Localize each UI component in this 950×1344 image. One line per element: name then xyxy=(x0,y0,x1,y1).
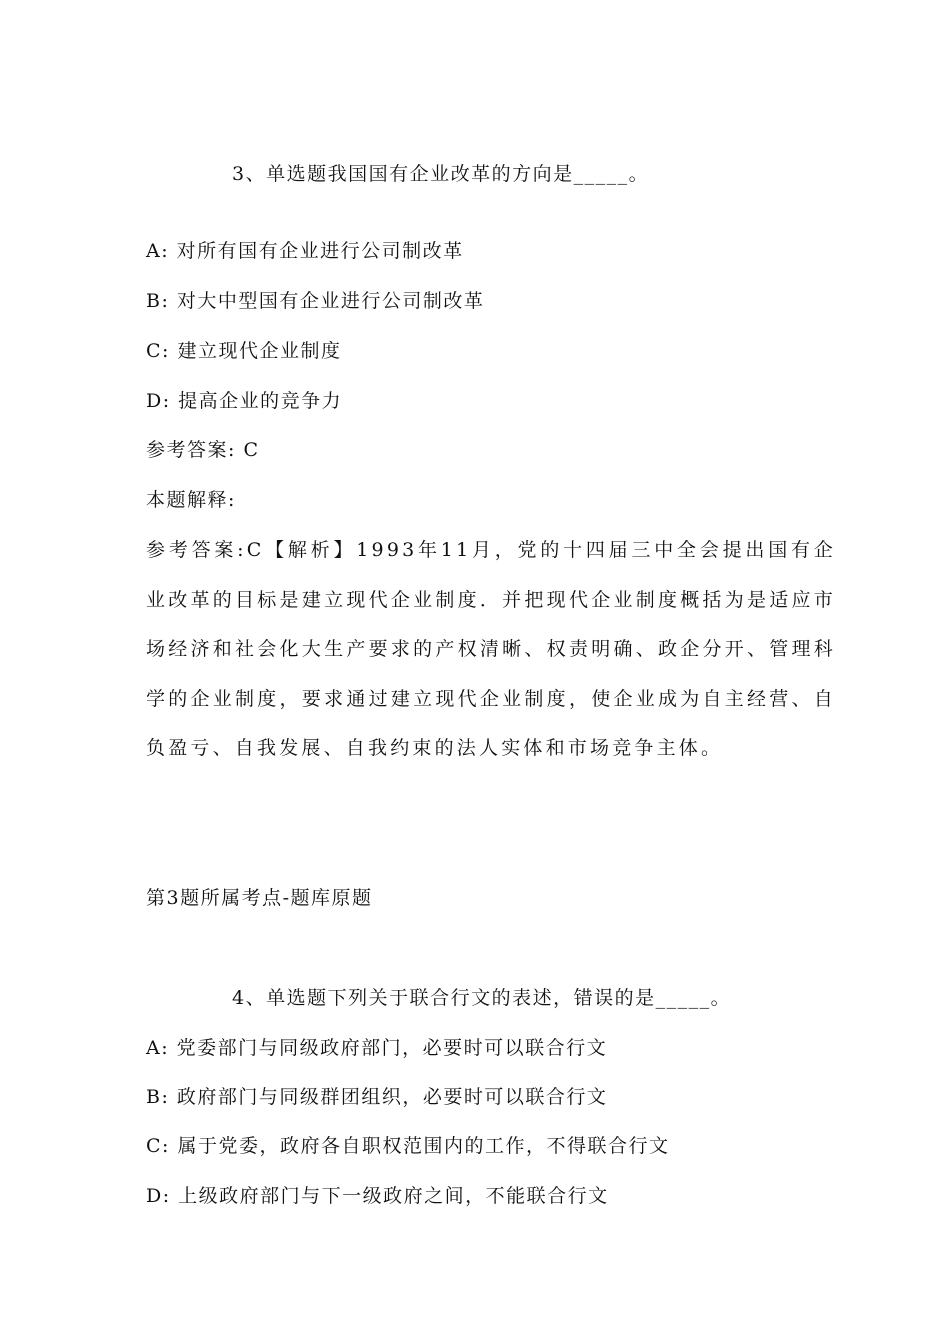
question-3-option-a: A: 对所有国有企业进行公司制改革 xyxy=(146,240,464,262)
question-3-option-c: C: 建立现代企业制度 xyxy=(146,340,342,362)
question-3-answer: 参考答案: C xyxy=(146,439,260,461)
question-3-category: 第3题所属考点-题库原题 xyxy=(146,887,373,909)
question-4-option-b: B: 政府部门与同级群团组织，必要时可以联合行文 xyxy=(146,1086,608,1108)
question-3-explanation-label: 本题解释: xyxy=(146,489,236,511)
question-3-explanation: 参考答案:C【解析】1993年11月，党的十四届三中全会提出国有企业改革的目标是建立现代企业制度．并把现代企业制度概括为是适应市场经济和社会化大生产要求的产权清晰、权责明确、政企分开、管理科学的企业制度，要求通过建立现代企业制度，使企业成为自主经营、自负盈亏、自我发展、自我约束的法人实体和市场竞争主体。 xyxy=(146,539,836,759)
question-4-stem: 4、单选题下列关于联合行文的表述，错误的是_____。 xyxy=(232,987,732,1009)
question-4-option-d: D: 上级政府部门与下一级政府之间，不能联合行文 xyxy=(146,1185,609,1207)
question-4-option-a: A: 党委部门与同级政府部门，必要时可以联合行文 xyxy=(146,1037,608,1059)
question-4-option-c: C: 属于党委，政府各自职权范围内的工作，不得联合行文 xyxy=(146,1135,670,1157)
question-3-stem: 3、单选题我国国有企业改革的方向是_____。 xyxy=(232,163,650,185)
question-3-option-d: D: 提高企业的竞争力 xyxy=(146,390,343,412)
question-3-option-b: B: 对大中型国有企业进行公司制改革 xyxy=(146,290,485,312)
